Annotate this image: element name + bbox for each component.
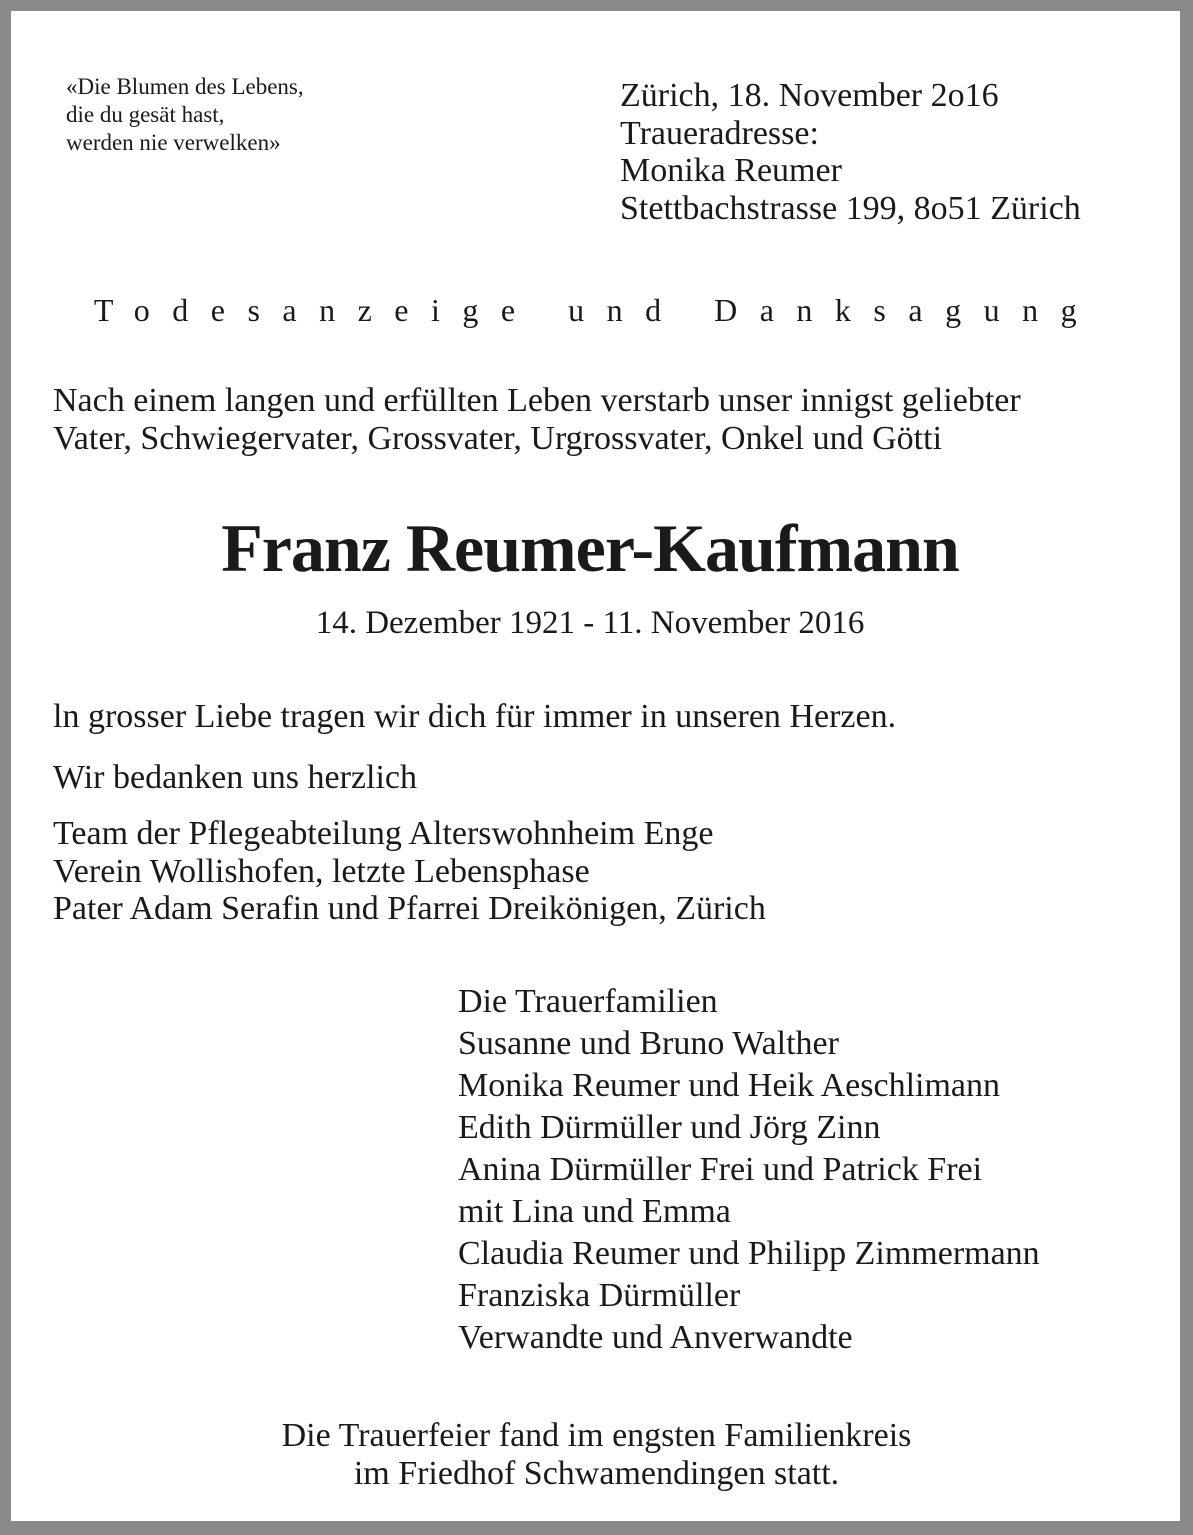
motto-line: «Die Blumen des Lebens, bbox=[66, 74, 304, 99]
family-item: mit Lina und Emma bbox=[458, 1193, 731, 1230]
announcement-heading: Todesanzeige und Danksagung bbox=[93, 292, 1100, 328]
family-item: Susanne und Bruno Walther bbox=[458, 1025, 839, 1062]
remembrance-quote: ln grosser Liebe tragen wir dich für immer in unseren Herzen. bbox=[53, 698, 897, 735]
family-item: Verwandte und Anverwandte bbox=[458, 1319, 853, 1356]
motto-line: werden nie verwelken» bbox=[66, 130, 281, 155]
ceremony-line: im Friedhof Schwamendingen statt. bbox=[353, 1455, 840, 1492]
address-line: Traueradresse: bbox=[620, 114, 819, 152]
intro-line: Vater, Schwiegervater, Grossvater, Urgrossvater, Onkel und Götti bbox=[53, 420, 943, 457]
motto-line: die du gesät hast, bbox=[66, 102, 225, 127]
family-item: Anina Dürmüller Frei und Patrick Frei bbox=[458, 1151, 983, 1188]
family-item: Monika Reumer und Heik Aeschlimann bbox=[458, 1067, 1001, 1104]
thanks-item: Pater Adam Serafin und Pfarrei Dreikönigen, Zürich bbox=[53, 890, 766, 927]
address-line: Stettbachstrasse 199, 8o51 Zürich bbox=[620, 189, 1081, 227]
family-item: Edith Dürmüller und Jörg Zinn bbox=[458, 1109, 881, 1146]
mourning-family-list bbox=[458, 981, 1040, 1359]
family-item: Franziska Dürmüller bbox=[458, 1277, 741, 1314]
ceremony-note bbox=[0, 1417, 1193, 1493]
thanks-heading: Wir bedanken uns herzlich bbox=[53, 759, 417, 796]
family-item: Claudia Reumer und Philipp Zimmermann bbox=[458, 1235, 1040, 1272]
intro-text bbox=[53, 382, 1021, 458]
intro-line: Nach einem langen und erfüllten Leben verstarb unser innigst geliebter bbox=[53, 382, 1021, 419]
thanks-list bbox=[53, 815, 766, 928]
motto-quote bbox=[66, 73, 304, 157]
ceremony-line: Die Trauerfeier fand im engsten Familienkreis bbox=[281, 1417, 912, 1454]
deceased-name: Franz Reumer-Kaufmann bbox=[221, 510, 959, 586]
mourning-address bbox=[620, 77, 1081, 227]
family-item: Die Trauerfamilien bbox=[458, 983, 718, 1020]
address-line: Zürich, 18. November 2o16 bbox=[620, 77, 999, 114]
thanks-item: Team der Pflegeabteilung Alterswohnheim Enge bbox=[53, 815, 714, 852]
thanks-item: Verein Wollishofen, letzte Lebensphase bbox=[53, 852, 590, 890]
life-dates: 14. Dezember 1921 - 11. November 2016 bbox=[315, 605, 865, 641]
address-line: Monika Reumer bbox=[620, 152, 842, 189]
